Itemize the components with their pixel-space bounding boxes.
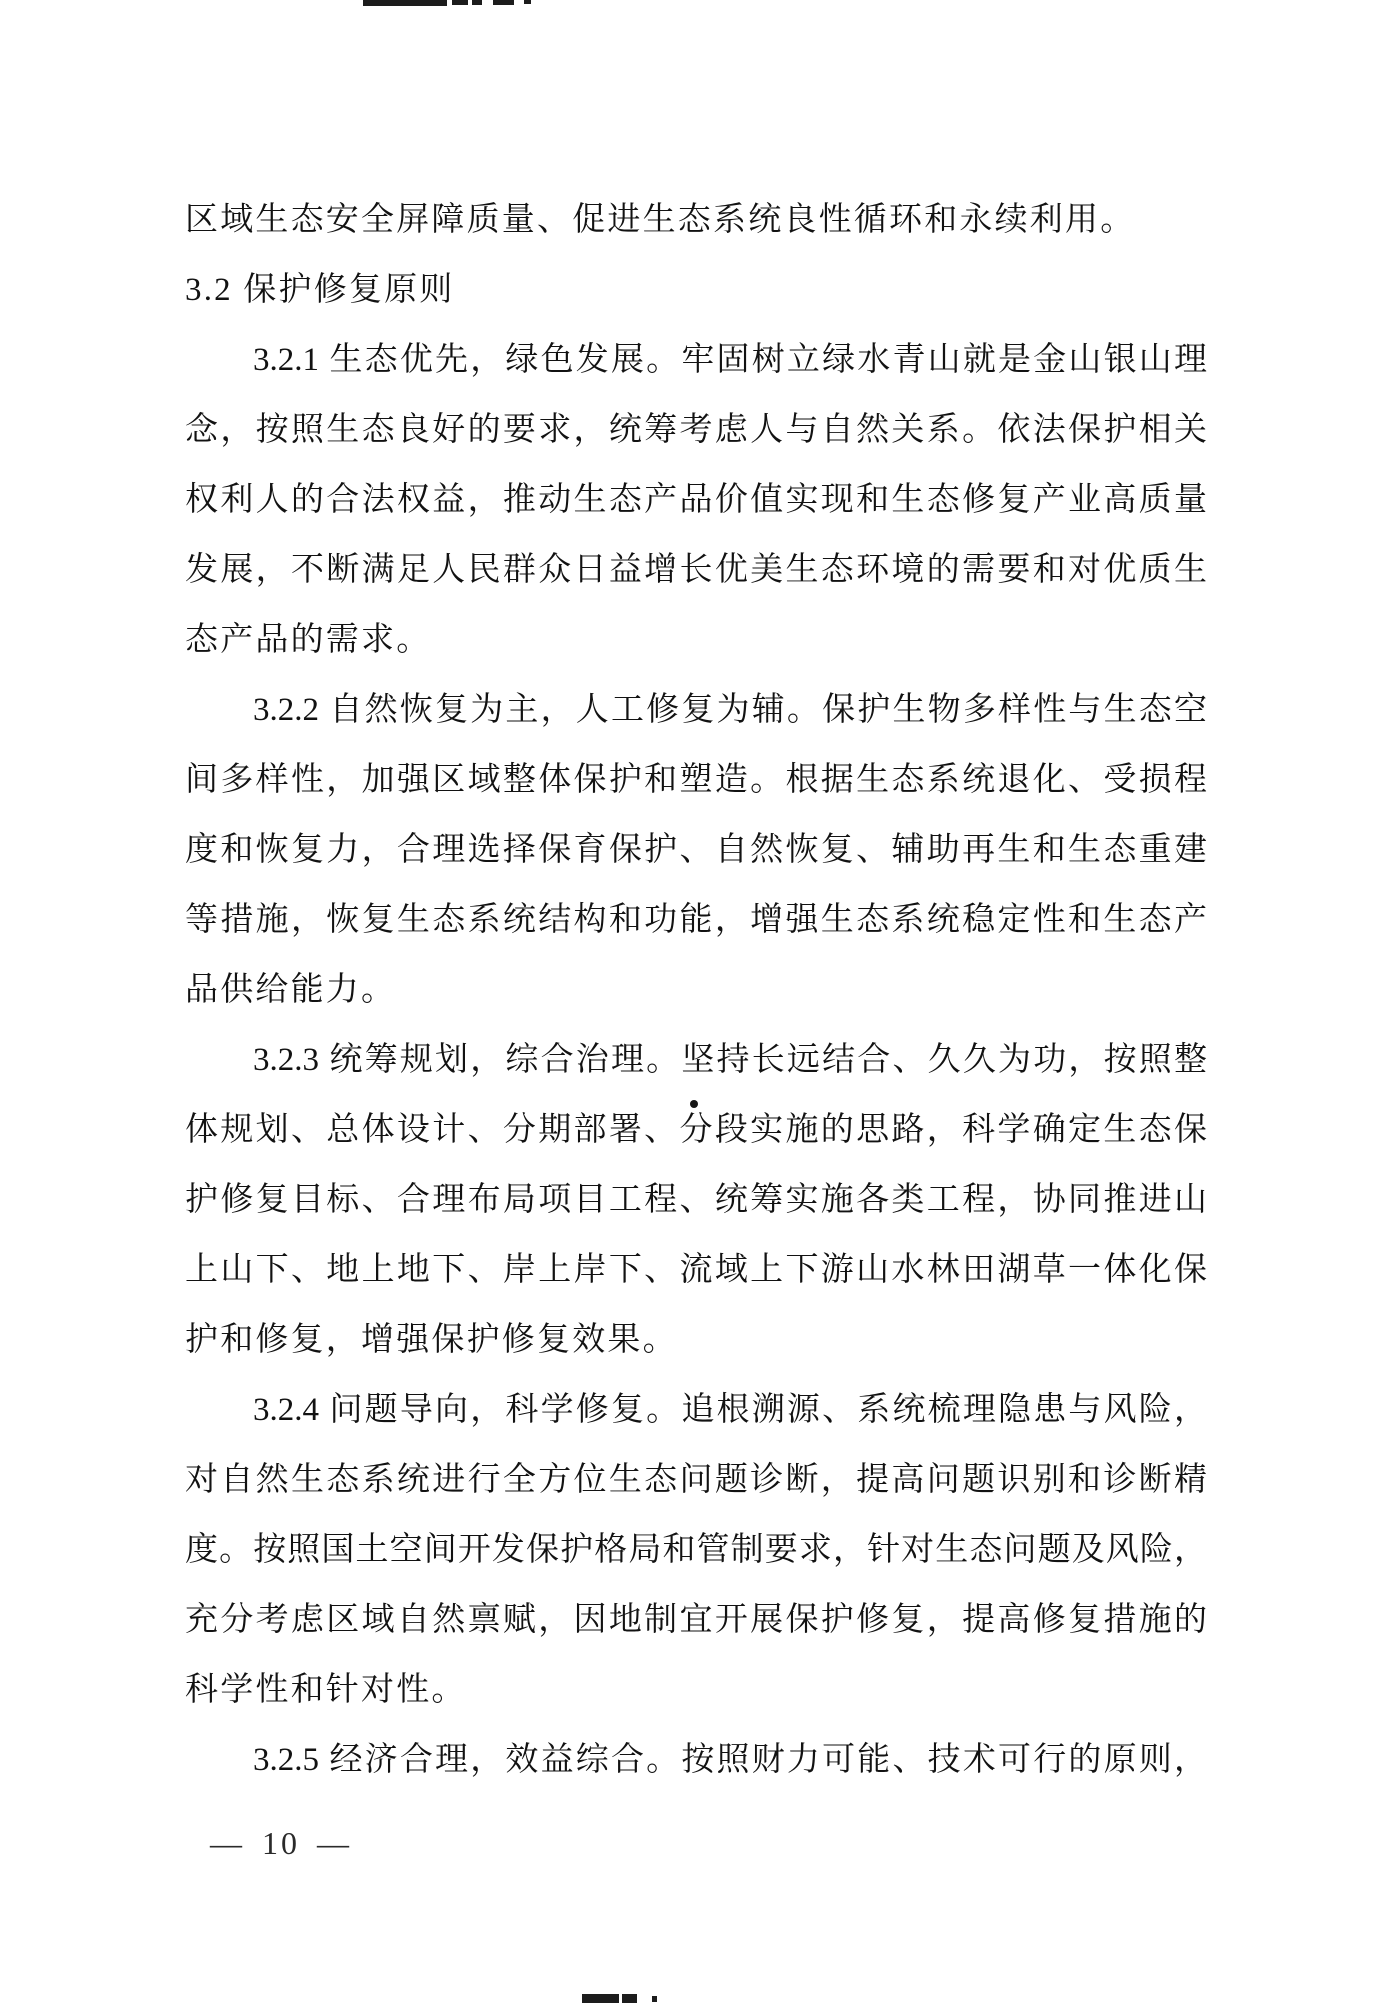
page-number: — 10 — [210,1825,352,1861]
para-3-2-3-line-3: 护修复目标、合理布局项目工程、统筹实施各类工程，协同推进山 [185,1182,1207,1218]
para-3-2-2-line-5: 品供给能力。 [185,972,397,1008]
scan-artifact-dot [690,1100,698,1108]
para-3-2-1-line-3: 权利人的合法权益，推动生态产品价值实现和生态修复产业高质量 [185,482,1207,518]
para-3-2-1-line-2: 念，按照生态良好的要求，统筹考虑人与自然关系。依法保护相关 [185,412,1207,448]
para-3-2-3-line-2: 体规划、总体设计、分期部署、分段实施的思路，科学确定生态保 [185,1112,1207,1148]
para-3-2-1-line-5: 态产品的需求。 [185,622,432,658]
page-footer [210,1808,352,1878]
para-3-2-5-line-1: 3.2.5 经济合理，效益综合。按照财力可能、技术可行的原则， [253,1742,1207,1778]
document-body [185,185,1207,1795]
para-3-2-2-line-2: 间多样性，加强区域整体保护和塑造。根据生态系统退化、受损程 [185,762,1207,798]
para-3-2-4-line-3: 度。按照国土空间开发保护格局和管制要求，针对生态问题及风险， [185,1532,1207,1568]
para-3-2-3-line-5: 护和修复，增强保护修复效果。 [185,1322,678,1358]
scan-artifact-fragment [524,0,531,4]
scan-artifact-fragment [652,1996,657,2002]
para-3-2-4-line-4: 充分考虑区域自然禀赋，因地制宜开展保护修复，提高修复措施的 [185,1602,1207,1638]
scan-artifact-fragment [493,0,514,5]
para-3-2-2-line-1: 3.2.2 自然恢复为主，人工修复为辅。保护生物多样性与生态空 [253,692,1207,728]
para-3-2-4-line-2: 对自然生态系统进行全方位生态问题诊断，提高问题识别和诊断精 [185,1462,1207,1498]
scan-artifact-fragment [622,1994,637,2003]
para-3-2-1-line-4: 发展，不断满足人民群众日益增长优美生态环境的需要和对优质生 [185,552,1207,588]
para-3-2-2-line-4: 等措施，恢复生态系统结构和功能，增强生态系统稳定性和生态产 [185,902,1207,938]
para-3-2-3-line-4: 上山下、地上地下、岸上岸下、流域上下游山水林田湖草一体化保 [185,1252,1207,1288]
para-3-2-4-line-5: 科学性和针对性。 [185,1672,467,1708]
scan-artifact-fragment [363,0,447,6]
para-3-2-1-line-1: 3.2.1 生态优先，绿色发展。牢固树立绿水青山就是金山银山理 [253,342,1207,378]
body-line-continuation: 区域生态安全屏障质量、促进生态系统良性循环和永续利用。 [185,202,1136,238]
para-3-2-4-line-1: 3.2.4 问题导向，科学修复。追根溯源、系统梳理隐患与风险， [253,1392,1207,1428]
scan-artifact-fragment [582,1994,619,2003]
scan-artifact-fragment [452,0,468,5]
section-heading-3-2: 3.2 保护修复原则 [185,272,455,308]
para-3-2-2-line-3: 度和恢复力，合理选择保育保护、自然恢复、辅助再生和生态重建 [185,832,1207,868]
scan-artifact-fragment [472,0,482,5]
para-3-2-3-line-1: 3.2.3 统筹规划，综合治理。坚持长远结合、久久为功，按照整 [253,1042,1207,1078]
